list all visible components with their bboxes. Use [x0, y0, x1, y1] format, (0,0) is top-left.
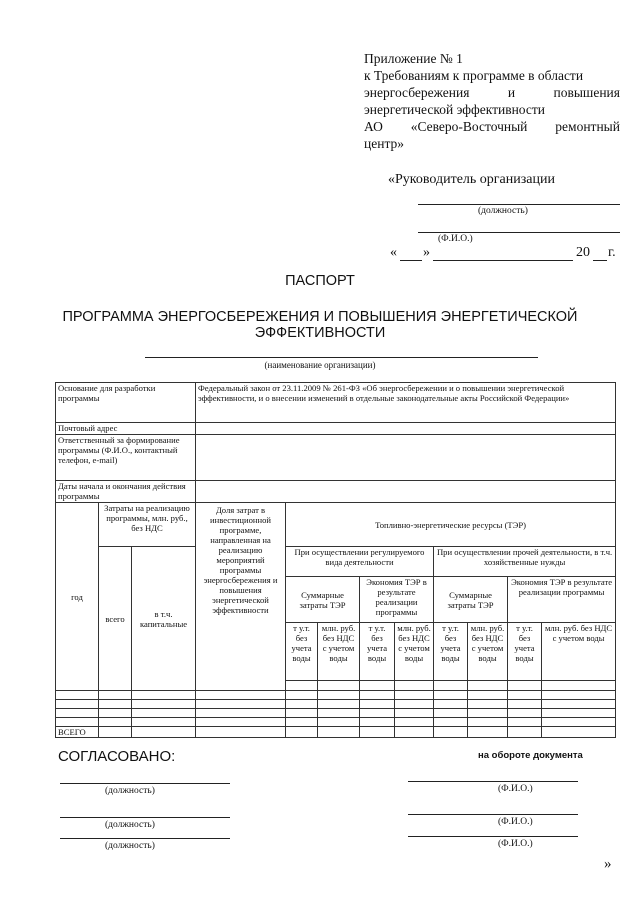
- day-line: [400, 260, 422, 261]
- regulated-header: При осуществлении регулируемого вида деятельности: [286, 547, 434, 577]
- appendix-line-3: [364, 84, 620, 101]
- agree-fio-caption-1: (Ф.И.О.): [498, 784, 533, 794]
- agree-position-caption-1: (должность): [105, 786, 155, 796]
- table-cell: [318, 681, 360, 691]
- appendix-line-2: к Требованиям к программе в области: [364, 68, 584, 83]
- agree-position-line-3: [60, 838, 230, 839]
- appendix-line-4: энергетической эффективности: [364, 102, 545, 117]
- date-close-quote: »: [423, 245, 430, 260]
- table-cell: [360, 681, 395, 691]
- appendix-word: АО: [364, 119, 383, 134]
- year-suffix: г.: [608, 245, 616, 260]
- responsible-label: Ответственный за формирование программы (Ф.И.О., контактный телефон, e-mail): [56, 435, 196, 481]
- share-header: Доля затрат в инвестиционной программе, направленная на реализацию мероприятий программы энергосбережения и повышения энергетической эффективности: [196, 503, 286, 691]
- costs-total-header: всего: [99, 547, 132, 691]
- unit-rub-wide: млн. руб. без НДС с учетом воды: [542, 623, 616, 681]
- regulated-economy: Экономия ТЭР в результате реализации программы: [360, 577, 434, 623]
- year-header: год: [56, 503, 99, 691]
- passport-title: ПАСПОРТ: [285, 273, 355, 289]
- year-line: [593, 260, 607, 261]
- unit-tut: т у.т. без учета воды: [286, 623, 318, 681]
- agree-fio-line-2: [408, 814, 578, 815]
- agree-fio-line-3: [408, 836, 578, 837]
- agree-fio-caption-3: (Ф.И.О.): [498, 839, 533, 849]
- postal-value: [196, 423, 616, 435]
- appendix-word: энергосбережения: [364, 85, 470, 100]
- agree-fio-caption-2: (Ф.И.О.): [498, 817, 533, 827]
- appendix-line-1: Приложение № 1: [364, 51, 463, 66]
- table-row: [56, 700, 616, 709]
- table-cell: [286, 681, 318, 691]
- agree-position-caption-3: (должность): [105, 841, 155, 851]
- other-sum-costs: Суммарные затраты ТЭР: [434, 577, 508, 623]
- unit-tut: т у.т. без учета воды: [508, 623, 542, 681]
- year-prefix: 20: [576, 245, 590, 260]
- table-cell: [468, 681, 508, 691]
- postal-label: Почтовый адрес: [56, 423, 196, 435]
- approval-date: [390, 245, 622, 263]
- responsible-value: [196, 435, 616, 481]
- appendix-word: ремонтный: [555, 119, 620, 134]
- agreed-label: СОГЛАСОВАНО:: [58, 748, 176, 765]
- table-cell: [542, 681, 616, 691]
- fio-caption: (Ф.И.О.): [438, 234, 473, 244]
- other-header: При осуществлении прочей деятельности, в т.ч. хозяйственные нужды: [434, 547, 616, 577]
- agree-position-line-1: [60, 783, 230, 784]
- costs-header: Затраты на реализацию программы, млн. руб., без НДС: [99, 503, 196, 547]
- costs-capital-header: в т.ч. капитальные: [132, 547, 196, 691]
- appendix-block: [364, 50, 620, 152]
- closing-quote: »: [604, 856, 612, 872]
- basis-label: Основание для разработки программы: [56, 383, 196, 423]
- total-row: [56, 727, 616, 738]
- appendix-word: и: [507, 85, 516, 100]
- program-title-line-1: ПРОГРАММА ЭНЕРГОСБЕРЕЖЕНИЯ И ПОВЫШЕНИЯ ЭНЕРГЕТИЧЕСКОЙ: [62, 309, 578, 325]
- table-row: [56, 691, 616, 700]
- table-cell: [395, 681, 434, 691]
- unit-tut: т у.т. без учета воды: [434, 623, 468, 681]
- org-name-caption: (наименование организации): [264, 360, 376, 370]
- position-line: [418, 204, 620, 205]
- passport-table: [55, 382, 616, 738]
- table-row: [56, 709, 616, 718]
- approval-head: «Руководитель организации: [388, 172, 555, 187]
- table-cell: [508, 681, 542, 691]
- appendix-line-5: [364, 118, 620, 135]
- agree-fio-line-1: [408, 781, 578, 782]
- program-title-line-2: ЭФФЕКТИВНОСТИ: [254, 325, 386, 341]
- unit-rub: млн. руб. без НДС с учетом воды: [318, 623, 360, 681]
- basis-value: Федеральный закон от 23.11.2009 № 261-ФЗ «Об энергосбережении и о повышении энергетической эффективности, и о внесении изменений в отдельные законодательные акты Российской Федерации»: [196, 383, 616, 423]
- table-cell: [434, 681, 468, 691]
- regulated-sum-costs: Суммарные затраты ТЭР: [286, 577, 360, 623]
- other-economy: Экономия ТЭР в результате реализации программы: [508, 577, 616, 623]
- org-name-line: [145, 357, 538, 358]
- unit-tut: т у.т. без учета воды: [360, 623, 395, 681]
- reverse-note: на обороте документа: [478, 750, 583, 761]
- dates-label: Даты начала и окончания действия программы: [56, 481, 196, 503]
- appendix-word: повышения: [553, 85, 620, 100]
- fio-line: [418, 232, 620, 233]
- table-row: [56, 718, 616, 727]
- agree-position-line-2: [60, 817, 230, 818]
- unit-rub: млн. руб. без НДС с учетом воды: [468, 623, 508, 681]
- appendix-line-6: центр»: [364, 136, 405, 151]
- unit-rub: млн. руб. без НДС с учетом воды: [395, 623, 434, 681]
- position-caption: (должность): [478, 206, 528, 216]
- dates-value: [196, 481, 616, 503]
- agree-position-caption-2: (должность): [105, 820, 155, 830]
- date-open-quote: «: [390, 245, 397, 260]
- month-line: [433, 260, 573, 261]
- ter-header: Топливно-энергетические ресурсы (ТЭР): [286, 503, 616, 547]
- total-row-label: ВСЕГО: [56, 727, 99, 738]
- appendix-word: «Северо-Восточный: [410, 119, 528, 134]
